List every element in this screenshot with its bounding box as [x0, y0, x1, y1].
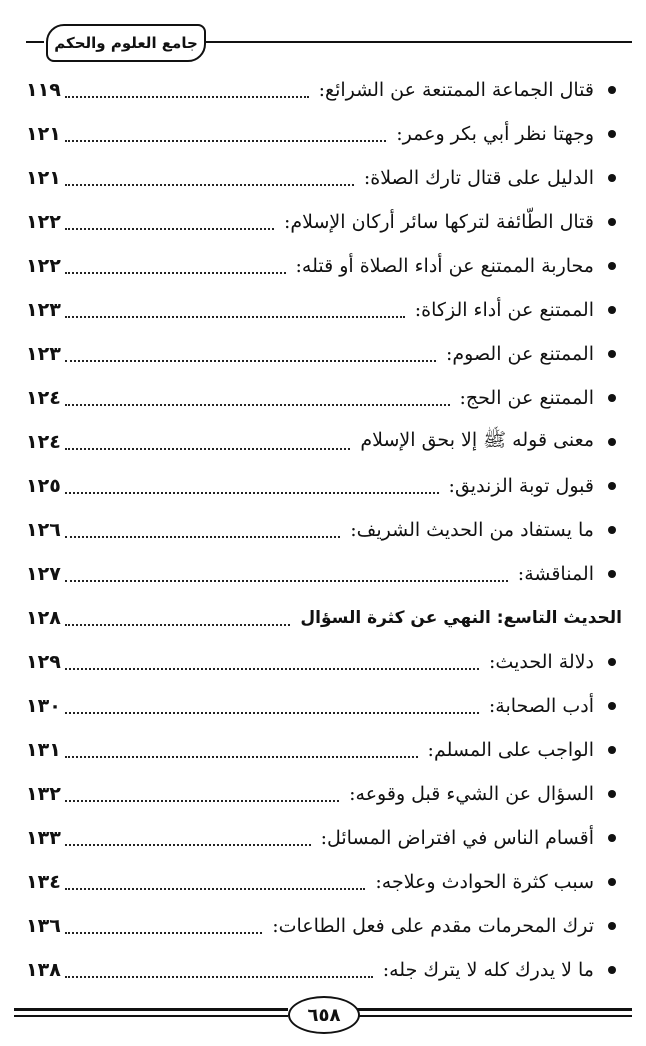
toc-entry: [26, 818, 616, 858]
toc-entry-page: ١٣٣: [26, 827, 61, 849]
bullet-icon: [608, 306, 616, 314]
toc-entry-page: ١٢٣: [26, 343, 61, 365]
toc-entry-page: ١٢٩: [26, 651, 61, 673]
running-header: [46, 24, 206, 62]
dot-leader: [65, 170, 354, 186]
bullet-icon: [608, 394, 616, 402]
dot-leader: [65, 962, 373, 978]
toc-entry: [26, 686, 616, 726]
dot-leader: [65, 82, 309, 98]
bullet-icon: [608, 834, 616, 842]
toc-entry: [26, 862, 616, 902]
toc-entry: [26, 950, 616, 990]
running-header-title: جامع العلوم والحكم: [54, 34, 198, 52]
header-rule-left: [26, 41, 44, 43]
toc-entry-page: ١٢١: [26, 123, 61, 145]
toc-entry-page: ١٣١: [26, 739, 61, 761]
toc-entry: [26, 642, 616, 682]
toc-entry-title: دلالة الحديث:: [489, 651, 594, 673]
bullet-icon: [608, 438, 616, 446]
toc-entry-page: ١١٩: [26, 79, 61, 101]
toc-entry: [26, 598, 622, 638]
toc-entry-title: قبول توبة الزنديق:: [448, 475, 594, 497]
dot-leader: [65, 830, 311, 846]
dot-leader: [65, 918, 262, 934]
dot-leader: [65, 258, 286, 274]
toc-entry-title: ما لا يدرك كله لا يترك جله:: [382, 959, 594, 981]
dot-leader: [65, 698, 479, 714]
toc-entry: [26, 510, 616, 550]
bullet-icon: [608, 790, 616, 798]
toc-entry-page: ١٣٢: [26, 783, 61, 805]
dot-leader: [65, 214, 274, 230]
toc-entry-title: السؤال عن الشيء قبل وقوعه:: [349, 783, 594, 805]
toc-entry-page: ١٢٦: [26, 519, 61, 541]
toc-entry-page: ١٢٧: [26, 563, 61, 585]
toc-entry-page: ١٢٤: [26, 387, 61, 409]
bullet-icon: [608, 702, 616, 710]
toc-entry: [26, 246, 616, 286]
bullet-icon: [608, 746, 616, 754]
toc-entry-title: الممتنع عن الحج:: [459, 387, 594, 409]
toc-entry: [26, 422, 616, 462]
toc-entry-title: سبب كثرة الحوادث وعلاجه:: [375, 871, 594, 893]
bullet-icon: [608, 570, 616, 578]
bullet-icon: [608, 526, 616, 534]
footer-rule: [14, 1015, 288, 1017]
bullet-icon: [608, 658, 616, 666]
bullet-icon: [608, 922, 616, 930]
dot-leader: [65, 786, 339, 802]
toc-entry-title: قتال الطّائفة لتركها سائر أركان الإسلام:: [284, 211, 594, 233]
toc-entry-title: ترك المحرمات مقدم على فعل الطاعات:: [272, 915, 594, 937]
toc-entry: [26, 554, 616, 594]
toc-entry: [26, 334, 616, 374]
toc-entry-page: ١٢٣: [26, 299, 61, 321]
toc-entry-page: ١٢٢: [26, 255, 61, 277]
toc-entry: [26, 378, 616, 418]
toc-entry-page: ١٢٢: [26, 211, 61, 233]
toc-entry: [26, 730, 616, 770]
toc-entry-title: الحديث التاسع: النهي عن كثرة السؤال: [300, 608, 622, 628]
header-rule-right: [204, 41, 632, 43]
toc-entry-title: الدليل على قتال تارك الصلاة:: [363, 167, 594, 189]
toc-entry-title: قتال الجماعة الممتنعة عن الشرائع:: [318, 79, 594, 101]
dot-leader: [65, 346, 436, 362]
dot-leader: [65, 742, 418, 758]
dot-leader: [65, 522, 340, 538]
footer-rule: [356, 1008, 632, 1011]
bullet-icon: [608, 878, 616, 886]
dot-leader: [65, 610, 291, 626]
toc-entry-title: المناقشة:: [517, 563, 594, 585]
dot-leader: [65, 390, 450, 406]
toc-entry-title: الواجب على المسلم:: [427, 739, 594, 761]
dot-leader: [65, 302, 405, 318]
toc-entry: [26, 906, 616, 946]
toc-entry: [26, 202, 616, 242]
bullet-icon: [608, 218, 616, 226]
toc-entry-title: الممتنع عن أداء الزكاة:: [414, 299, 594, 321]
toc-entry-page: ١٣٦: [26, 915, 61, 937]
toc-entry-title: معنى قوله ﷺ إلا بحق الإسلام: [360, 429, 594, 451]
toc-entry: [26, 774, 616, 814]
dot-leader: [65, 126, 386, 142]
bullet-icon: [608, 86, 616, 94]
toc-entry-page: ١٢٥: [26, 475, 61, 497]
toc-entry-title: الممتنع عن الصوم:: [445, 343, 594, 365]
toc-entry-page: ١٢٤: [26, 431, 61, 453]
toc-entry-page: ١٢٨: [26, 607, 61, 629]
toc-entry-title: محاربة الممتنع عن أداء الصلاة أو قتله:: [295, 255, 594, 277]
toc-entry-title: ما يستفاد من الحديث الشريف:: [350, 519, 594, 541]
bullet-icon: [608, 174, 616, 182]
toc-entry: [26, 466, 616, 506]
bullet-icon: [608, 482, 616, 490]
toc-entry-page: ١٢١: [26, 167, 61, 189]
dot-leader: [65, 874, 366, 890]
footer-rule: [14, 1008, 288, 1011]
bullet-icon: [608, 130, 616, 138]
toc-entry-title: أدب الصحابة:: [488, 695, 594, 717]
dot-leader: [65, 434, 351, 450]
dot-leader: [65, 478, 439, 494]
bullet-icon: [608, 350, 616, 358]
footer-rule: [356, 1015, 632, 1017]
toc-entry: [26, 290, 616, 330]
dot-leader: [65, 566, 508, 582]
dot-leader: [65, 654, 479, 670]
bullet-icon: [608, 262, 616, 270]
toc-entry-title: أقسام الناس في افتراض المسائل:: [320, 827, 594, 849]
toc-entry: [26, 114, 616, 154]
toc-entry-page: ١٣٠: [26, 695, 61, 717]
toc-entry: [26, 70, 616, 110]
toc-entry-title: وجهتا نظر أبي بكر وعمر:: [396, 123, 594, 145]
toc-entry-page: ١٣٤: [26, 871, 61, 893]
page-number: [288, 996, 360, 1034]
page-number-text: ٦٥٨: [307, 1004, 341, 1026]
bullet-icon: [608, 966, 616, 974]
toc-entry: [26, 158, 616, 198]
toc-entry-page: ١٣٨: [26, 959, 61, 981]
